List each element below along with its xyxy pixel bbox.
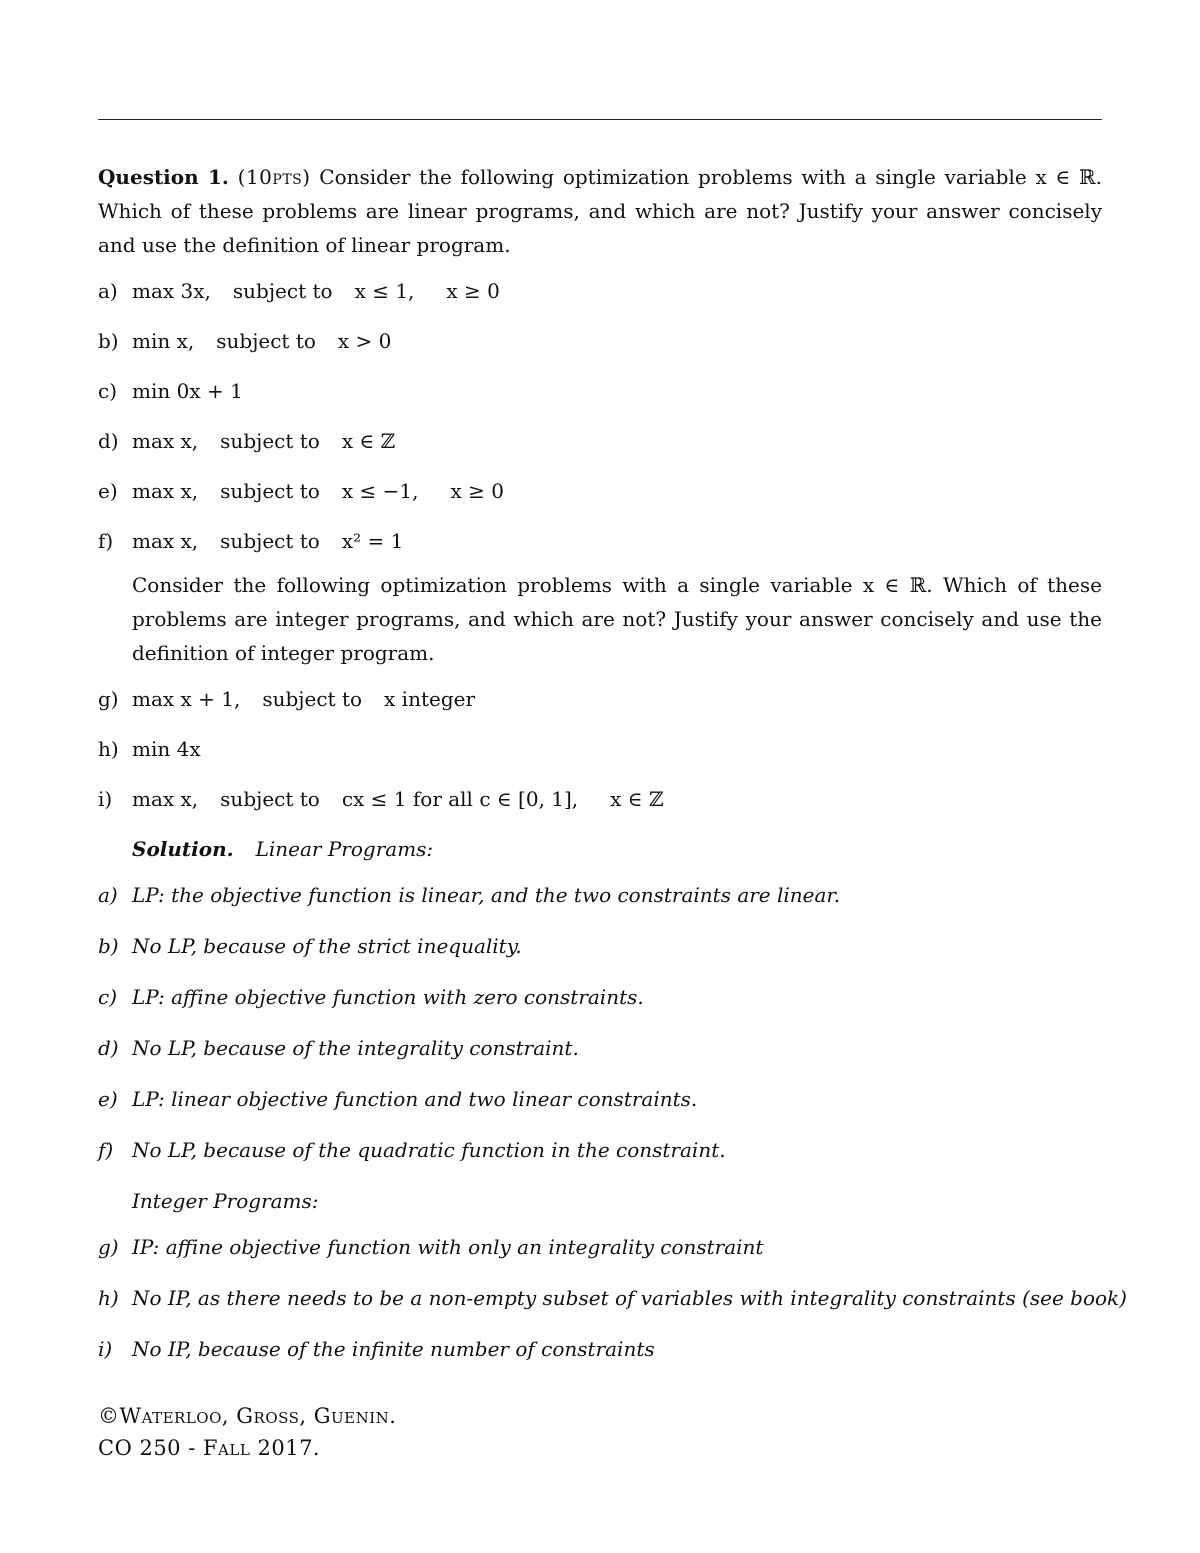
lp-problem-subject-to: subject to <box>220 529 320 553</box>
solution-ip-title-row <box>98 1184 1102 1230</box>
lp-problem-item-label: b) <box>98 329 119 353</box>
lp-answer-text: LP: the objective function is linear, and the two constraints are linear. <box>132 883 841 907</box>
footer <box>98 1400 396 1464</box>
lp-answer-text: No LP, because of the integrality constraint. <box>132 1036 579 1060</box>
footer-course: CO 250 - Fall 2017. <box>98 1436 321 1460</box>
lp-problem-objective: min x, <box>132 329 195 353</box>
lp-answer-item <box>98 1031 1102 1082</box>
ip-problem-objective: max x, <box>132 787 199 811</box>
lp-problem-item <box>98 324 1102 374</box>
ip-problem-item-label: g) <box>98 687 119 711</box>
lp-problem-constraint-1: x² = 1 <box>341 529 404 553</box>
ip-intro: Consider the following optimization problems with a single variable x ∈ ℝ. Which of these problems are integer programs, and which are not? Justify your answer concisely and use the definition of integer program. <box>132 573 1102 665</box>
ip-problem-item-label: i) <box>98 787 113 811</box>
lp-answer-text: No LP, because of the quadratic function in the constraint. <box>132 1138 726 1162</box>
ip-problem-item <box>98 682 1102 732</box>
ip-answer-text: No IP, as there needs to be a non-empty subset of variables with integrality constraints (see book) <box>132 1286 1127 1310</box>
lp-answer-item <box>98 878 1102 929</box>
lp-problem-item <box>98 274 1102 324</box>
question-content <box>98 160 1127 1383</box>
ip-problem-constraint-2: x ∈ ℤ <box>610 787 664 811</box>
lp-answer-label: b) <box>98 934 119 958</box>
solution-ip-title: Integer Programs: <box>132 1189 319 1213</box>
ip-answer-item <box>98 1281 1127 1332</box>
lp-answer-text: No LP, because of the strict inequality. <box>132 934 522 958</box>
lp-answer-label: c) <box>98 985 118 1009</box>
lp-problem-constraint-1: x ∈ ℤ <box>341 429 396 453</box>
ip-answer-item <box>98 1230 1102 1281</box>
lp-answer-item <box>98 1082 1102 1133</box>
lp-problem-item-label: e) <box>98 479 118 503</box>
lp-problem-item-label: a) <box>98 279 118 303</box>
ip-answer-label: g) <box>98 1235 119 1259</box>
lp-problem-objective: max 3x, <box>132 279 211 303</box>
ip-answer-label: h) <box>98 1286 119 1310</box>
lp-problem-constraint-2: x ≥ 0 <box>446 279 500 303</box>
lp-problem-item-label: d) <box>98 429 119 453</box>
footer-copyright: ©Waterloo, Gross, Guenin. <box>98 1404 397 1428</box>
lp-answer-text: LP: affine objective function with zero constraints. <box>132 985 644 1009</box>
ip-answer-label: i) <box>98 1337 113 1361</box>
question-intro <box>98 160 1102 262</box>
solution-lp-title: Linear Programs: <box>255 837 434 861</box>
ip-problem-item <box>98 732 1102 782</box>
ip-problem-constraint-1: cx ≤ 1 for all c ∈ [0, 1], <box>341 787 579 811</box>
lp-problem-item-label: c) <box>98 379 118 403</box>
ip-problem-list <box>98 682 1102 832</box>
solution-heading-row <box>98 832 1102 878</box>
lp-problem-subject-to: subject to <box>216 329 316 353</box>
lp-answer-label: f) <box>98 1138 114 1162</box>
lp-problem-objective: max x, <box>132 429 199 453</box>
ip-answer-text: No IP, because of the infinite number of constraints <box>132 1337 655 1361</box>
ip-problem-subject-to: subject to <box>262 687 363 711</box>
lp-problem-objective: max x, <box>132 479 199 503</box>
question-intro-text: Consider the following optimization problems with a single variable x ∈ ℝ. Which of these problems are linear programs, and which are not? Justify your answer concisely and use the definition of linear program. <box>98 165 1102 257</box>
ip-problem-subject-to: subject to <box>220 787 320 811</box>
lp-problem-item <box>98 424 1102 474</box>
lp-problem-constraint-1: x > 0 <box>337 329 392 353</box>
ip-problem-objective: max x + 1, <box>132 687 241 711</box>
header-rule <box>98 119 1102 120</box>
solution-heading: Solution. <box>132 837 234 861</box>
lp-problem-objective: max x, <box>132 529 199 553</box>
ip-problem-objective: min 4x <box>132 737 201 761</box>
lp-problem-item <box>98 474 1102 524</box>
ip-problem-item <box>98 782 1102 832</box>
question-heading: Question 1. <box>98 165 229 189</box>
ip-answer-list <box>98 1230 1127 1383</box>
ip-answer-text: IP: affine objective function with only an integrality constraint <box>132 1235 764 1259</box>
lp-answer-item <box>98 980 1102 1031</box>
lp-problem-subject-to: subject to <box>220 429 320 453</box>
ip-answer-item <box>98 1332 1102 1383</box>
lp-problem-constraint-1: x ≤ 1, <box>354 279 415 303</box>
lp-answer-label: e) <box>98 1087 118 1111</box>
lp-answer-text: LP: linear objective function and two linear constraints. <box>132 1087 698 1111</box>
ip-problem-item-label: h) <box>98 737 119 761</box>
lp-answer-label: d) <box>98 1036 119 1060</box>
question-points: (10pts) <box>237 165 311 189</box>
lp-problem-item <box>98 524 1102 574</box>
lp-problem-item <box>98 374 1102 424</box>
lp-answer-item <box>98 929 1102 980</box>
lp-answer-list <box>98 878 1102 1184</box>
ip-problem-constraint-1: x integer <box>384 687 476 711</box>
lp-problem-objective: min 0x + 1 <box>132 379 243 403</box>
lp-problem-constraint-1: x ≤ −1, <box>341 479 419 503</box>
lp-problem-list <box>98 274 1102 574</box>
lp-problem-subject-to: subject to <box>232 279 333 303</box>
lp-answer-item <box>98 1133 1102 1184</box>
lp-answer-label: a) <box>98 883 118 907</box>
lp-problem-item-label: f) <box>98 529 114 553</box>
lp-problem-constraint-2: x ≥ 0 <box>450 479 504 503</box>
lp-problem-subject-to: subject to <box>220 479 320 503</box>
